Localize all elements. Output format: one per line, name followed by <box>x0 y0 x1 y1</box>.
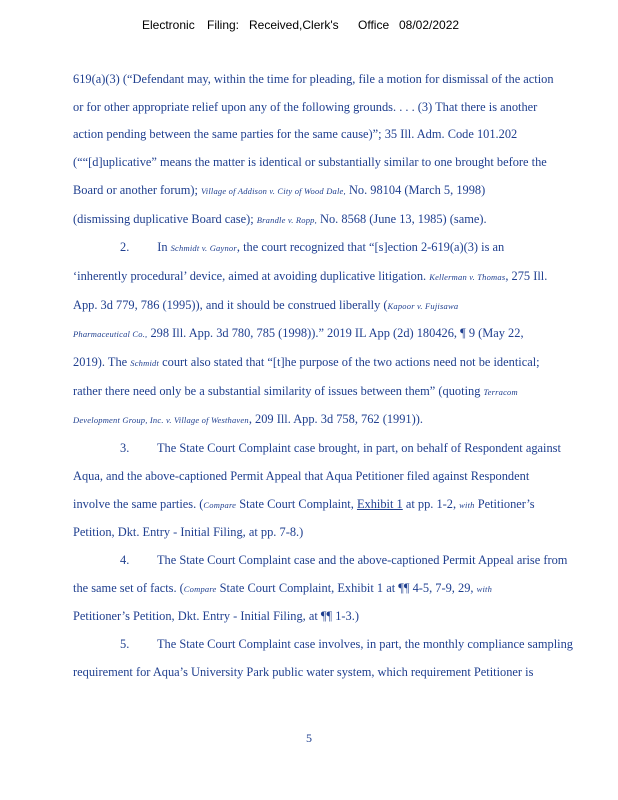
document-body <box>73 66 603 686</box>
text-line: State Court Complaint, Exhibit 1 at ¶¶ 4-5, 7-9, 29, <box>216 580 477 595</box>
text-line: at pp. 1-2, <box>402 496 460 511</box>
text-line: requirement for Aqua’s University Park public water system, which requirement Petitioner is <box>73 664 534 679</box>
case-citation: Kapoor v. Fujisawa <box>387 300 459 311</box>
text-line: No. 8568 (June 13, 1985) (same). <box>316 211 487 226</box>
text-line: , the court recognized that “[s]ection 2-619(a)(3) is an <box>236 240 505 255</box>
header-office: Office <box>358 18 390 32</box>
header-date: 08/02/2022 <box>399 18 460 32</box>
case-citation: Schmidt v. Gaynor <box>170 243 237 254</box>
text-line: Petition, Dkt. Entry - Initial Filing, at pp. 7-8.) <box>73 525 304 540</box>
page-number: 5 <box>306 731 312 745</box>
header-filing: Filing: <box>207 18 240 32</box>
paragraph-number: 5. <box>120 637 130 652</box>
paragraph-2 <box>73 234 603 435</box>
text-line: Petitioner’s <box>474 496 535 511</box>
text-line: The State Court Complaint case involves, in part, the monthly compliance sampling <box>156 637 573 652</box>
text-line: Aqua, and the above-captioned Permit Appeal that Aqua Petitioner filed against Respondent <box>73 468 530 483</box>
text-line: Board or another forum); <box>73 182 201 197</box>
case-citation: Brandle v. Ropp, <box>256 214 317 225</box>
paragraph-4 <box>73 547 603 631</box>
case-citation: Development Group, Inc. v. Village of Westhaven <box>73 415 249 426</box>
text-line: 2019). The <box>73 355 131 370</box>
text-line: The State Court Complaint case brought, in part, on behalf of Respondent against <box>156 441 561 456</box>
signal-compare: Compare <box>203 499 237 510</box>
signal-compare: Compare <box>183 583 217 594</box>
text-line: involve the same parties. ( <box>73 496 204 511</box>
text-line: State Court Complaint, <box>236 496 357 511</box>
signal-with: with <box>459 499 475 510</box>
exhibit-1-link[interactable]: Exhibit 1 <box>356 496 403 511</box>
text-line: Petitioner’s Petition, Dkt. Entry - Initial Filing, at ¶¶ 1-3.) <box>73 609 359 624</box>
text-line: (dismissing duplicative Board case); <box>73 211 257 226</box>
paragraph-continued <box>73 66 603 234</box>
text-line: The State Court Complaint case and the above-captioned Permit Appeal arise from <box>156 552 568 567</box>
case-citation: Schmidt <box>130 358 160 369</box>
text-line: rather there need only be a substantial similarity of issues between them” (quoting <box>73 383 484 398</box>
text-line: the same set of facts. ( <box>73 580 184 595</box>
paragraph-5 <box>73 631 603 686</box>
paragraph-3 <box>73 435 603 547</box>
header-received: Received,Clerk's <box>249 18 339 32</box>
text-line: action pending between the same parties for the same cause)”; 35 Ill. Adm. Code 101.202 <box>73 127 518 142</box>
header-electronic: Electronic <box>142 18 195 32</box>
case-citation: Terracom <box>483 386 518 397</box>
text-line: or for other appropriate relief upon any of the following grounds. . . . (3) That there is another <box>73 99 538 114</box>
text-line: No. 98104 (March 5, 1998) <box>345 182 486 197</box>
case-citation: Village of Addison v. City of Wood Dale, <box>201 185 346 196</box>
text-line: , 275 Ill. <box>505 268 548 283</box>
text-line: , 209 Ill. App. 3d 758, 762 (1991)). <box>248 412 423 427</box>
text-line: 619(a)(3) (“Defendant may, within the time for pleading, file a motion for dismissal of the action <box>73 72 554 86</box>
case-citation: Kellerman v. Thomas <box>429 271 506 282</box>
text-line: 298 Ill. App. 3d 780, 785 (1998)).” 2019 IL App (2d) 180426, ¶ 9 (May 22, <box>147 326 524 341</box>
text-line: ‘inherently procedural’ device, aimed at avoiding duplicative litigation. <box>73 268 430 283</box>
case-citation: Pharmaceutical Co., <box>73 329 148 340</box>
text-line: (““[d]uplicative” means the matter is identical or substantially similar to one brought before the <box>73 155 547 170</box>
paragraph-number: 2. <box>120 240 130 255</box>
text-line: App. 3d 779, 786 (1995)), and it should be construed liberally ( <box>73 297 388 312</box>
text-line: In <box>157 240 171 255</box>
signal-with: with <box>476 583 493 594</box>
paragraph-number: 4. <box>120 552 130 567</box>
text-line: court also stated that “[t]he purpose of the two actions need not be identical; <box>159 355 540 370</box>
paragraph-number: 3. <box>120 441 130 456</box>
